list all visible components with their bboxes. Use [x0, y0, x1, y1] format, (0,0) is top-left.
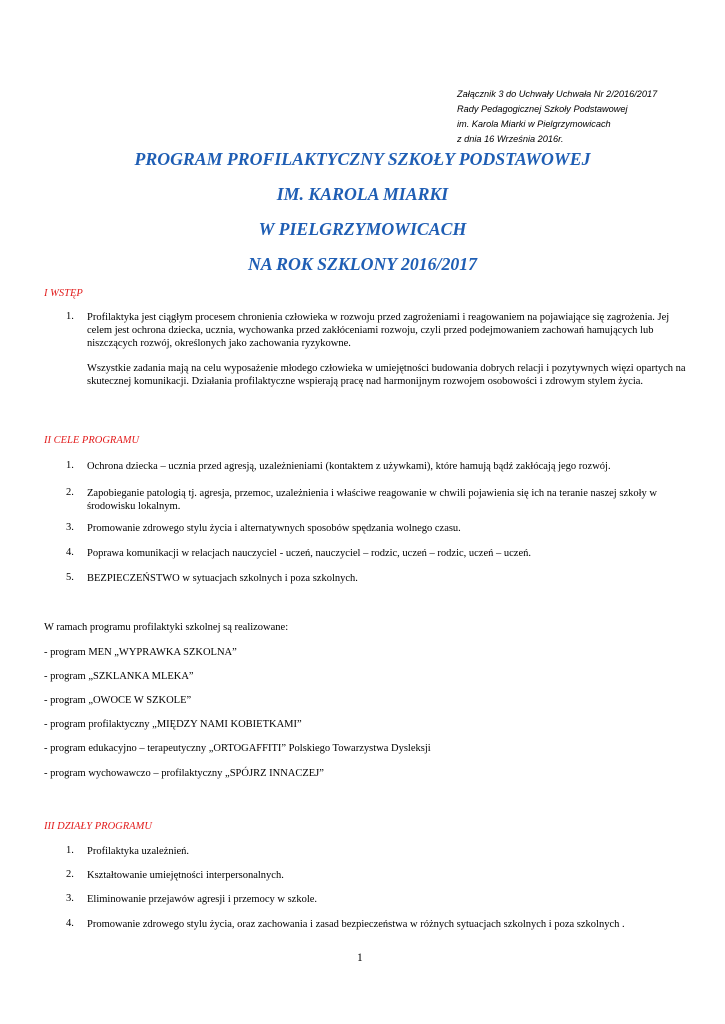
section-heading-intro: I WSTĘP: [44, 288, 83, 299]
list-item-text: Eliminowanie przejawów agresji i przemocy w szkole.: [87, 894, 318, 905]
list-number: 5.: [66, 572, 74, 583]
section-heading-divisions: III DZIAŁY PROGRAMU: [44, 821, 152, 832]
program-item: - program MEN „WYPRAWKA SZKOLNA”: [44, 647, 237, 658]
list-item-text: Kształtowanie umiejętności interpersonalnych.: [87, 870, 284, 881]
list-number: 4.: [66, 547, 74, 558]
list-item-text: Poprawa komunikacji w relacjach nauczyciel - uczeń, nauczyciel – rodzic, uczeń – rodzic, uczeń – uczeń.: [87, 548, 531, 559]
page-number: 1: [357, 952, 363, 964]
list-number: 2.: [66, 869, 74, 880]
document-title-line-4: NA ROK SZKLONY 2016/2017: [247, 254, 478, 274]
list-item-text: Promowanie zdrowego stylu życia i alternatywnych sposobów spędzania wolnego czasu.: [87, 523, 461, 534]
list-item-text: Zapobieganie patologią tj. agresja, przemoc, uzależnienia i właściwe reagowanie w chwili pojawienia się ich na teranie naszej szkoły w środowisku lokalnym.: [87, 488, 657, 512]
document-title-line-2: IM. KAROLA MIARKI: [276, 184, 449, 204]
program-item: - program edukacyjno – terapeutyczny „ORTOGAFFITI” Polskiego Towarzystwa Dysleksji: [44, 743, 431, 754]
list-number: 1.: [66, 311, 74, 322]
document-title-line-1: PROGRAM PROFILAKTYCZNY SZKOŁY PODSTAWOWEJ: [134, 149, 591, 169]
list-item-text: Promowanie zdrowego stylu życia, oraz zachowania i zasad bezpieczeństwa w różnych sytuacjach szkolnych i poza szkolnych .: [87, 919, 625, 930]
list-number: 1.: [66, 845, 74, 856]
list-number: 2.: [66, 487, 74, 498]
annex-line: im. Karola Miarki w Pielgrzymowicach: [457, 119, 611, 129]
list-number: 4.: [66, 918, 74, 929]
annex-line: Załącznik 3 do Uchwały Uchwała Nr 2/2016/2017: [457, 89, 658, 99]
annex-line: Rady Pedagogicznej Szkoły Podstawowej: [457, 104, 628, 114]
section-heading-goals: II CELE PROGRAMU: [44, 435, 140, 446]
programs-intro: W ramach programu profilaktyki szkolnej są realizowane:: [44, 622, 289, 633]
list-item-text: Ochrona dziecka – ucznia przed agresją, uzależnieniami (kontaktem z używkami), które hamują bądź zakłócają jego rozwój.: [87, 461, 611, 472]
program-item: - program profilaktyczny „MIĘDZY NAMI KOBIETKAMI”: [44, 719, 302, 730]
list-number: 3.: [66, 522, 74, 533]
program-item: - program „OWOCE W SZKOLE”: [44, 695, 192, 706]
intro-paragraph: Wszystkie zadania mają na celu wyposażenie młodego człowieka w umiejętności budowania dobrych relacji i pozytywnych więzi opartych na skutecznej komunikacji. Działania profilaktyczne wspierają pracę nad harmonijnym rozwojem osobowości i zdrowym stylem życia.: [87, 363, 686, 387]
list-number: 1.: [66, 460, 74, 471]
document-title-line-3: W PIELGRZYMOWICACH: [258, 219, 467, 239]
annex-note: [457, 87, 707, 147]
list-item-text: BEZPIECZEŃSTWO w sytuacjach szkolnych i poza szkolnych.: [87, 573, 358, 584]
annex-line: z dnia 16 Września 2016r.: [457, 134, 564, 144]
list-item-text: Profilaktyka jest ciągłym procesem chronienia człowieka w rozwoju przed zagrożeniami i reagowaniem na pojawiające się zagrożenia. Jej celem jest ochrona dziecka, ucznia, wychowanka przed zakłóceniami rozwoju, czyli przed podejmowaniem zachowań hamujących lub niszczących rozwój, określonych jako zachowania ryzykowne.: [87, 312, 670, 349]
list-item-text: Profilaktyka uzależnień.: [87, 846, 190, 857]
list-number: 3.: [66, 893, 74, 904]
program-item: - program „SZKLANKA MLEKA”: [44, 671, 194, 682]
program-item: - program wychowawczo – profilaktyczny „SPÓJRZ INNACZEJ”: [44, 768, 324, 779]
